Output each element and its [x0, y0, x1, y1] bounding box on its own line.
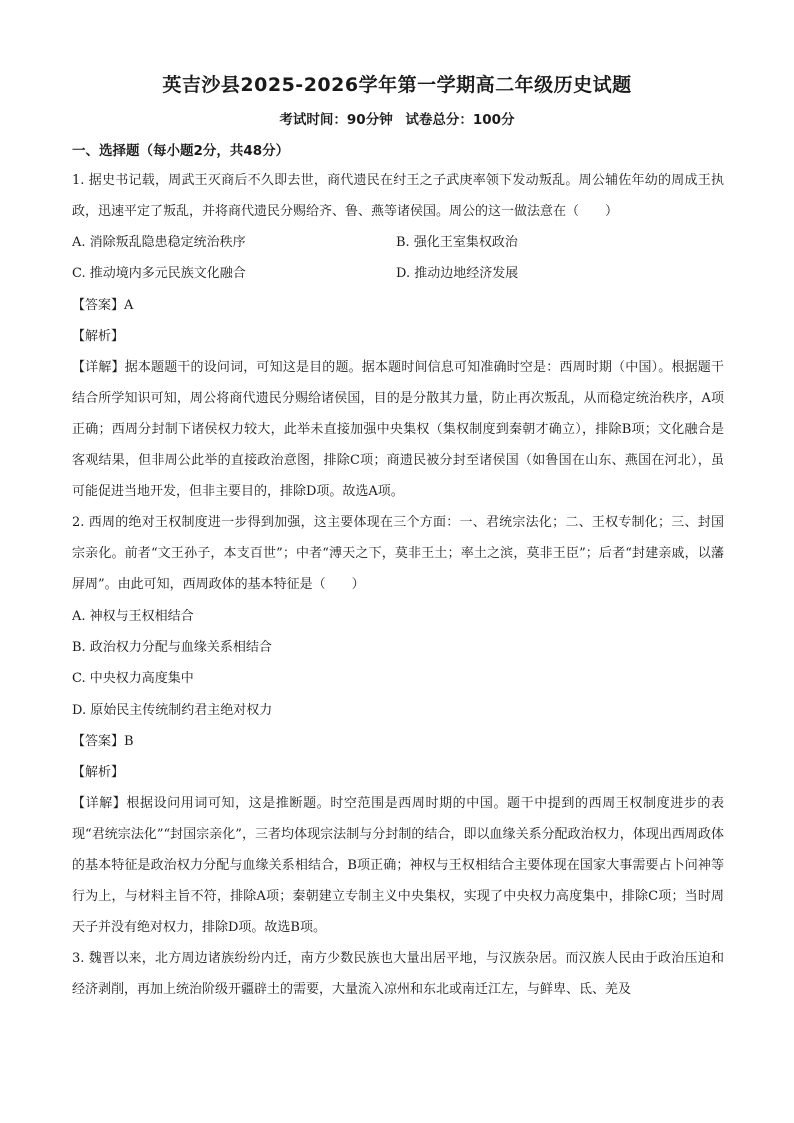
question-2-detail: 【详解】根据设问用词可知，这是推断题。时空范围是西周时期的中国。题干中提到的西周王权制度进步的表现“君统宗法化”“封国宗亲化”，三者均体现宗法制与分封制的结合，即以血缘关系分配政治权力，体现出西周政体的基本特征是政治权力分配与血缘关系相结合，B项正确；神权与王权相结合主要体现在国家大事需要占卜问神等行为上，与材料主旨不符，排除A项；秦朝建立专制主义中央集权，实现了中央权力高度集中，排除C项；当时周天子并没有绝对权力，排除D项。故选B项。	[72, 796, 724, 935]
question-1-option-b: B. 强化王室集权政治	[396, 235, 518, 250]
question-2-option-b: B. 政治权力分配与血缘关系相结合	[72, 640, 272, 655]
exam-title: 英吉沙县2025-2026学年第一学期高二年级历史试题	[162, 74, 632, 96]
question-1-answer: 【答案】A	[72, 298, 134, 313]
question-2-stem: 2. 西周的绝对王权制度进一步得到加强，这主要体现在三个方面：一、君统宗法化；二、王权专制化；三、封国宗亲化。前者“文王孙子，本支百世”；中者“溥天之下，莫非王土；率土之滨，莫非王臣”；后者“封建亲戚，以藩屏周”。由此可知，西周政体的基本特征是（ ）	[72, 515, 724, 592]
question-2-option-a: A. 神权与王权相结合	[72, 609, 194, 624]
question-1-detail: 【详解】据本题题干的设问词，可知这是目的题。据本题时间信息可知准确时空是：西周时期（中国）。根据题干结合所学知识可知，周公将商代遗民分赐给诸侯国，目的是分散其力量，防止再次叛乱，从而稳定统治秩序，A项正确；西周分封制下诸侯权力较大，此举未直接加强中央集权（集权制度到秦朝才确立），排除B项；文化融合是客观结果，但非周公此举的直接政治意图，排除C项；商遗民被分封至诸侯国（如鲁国在山东、燕国在河北），虽可能促进当地开发，但非主要目的，排除D项。故选A项。	[72, 360, 724, 499]
question-1-analysis-label: 【解析】	[72, 329, 125, 344]
question-2-analysis-label: 【解析】	[72, 765, 125, 780]
question-2-answer: 【答案】B	[72, 734, 134, 749]
question-1-stem: 1. 据史书记载，周武王灭商后不久即去世，商代遗民在纣王之子武庚率领下发动叛乱。周公辅佐年幼的周成王执政，迅速平定了叛乱，并将商代遗民分赐给齐、鲁、燕等诸侯国。周公的这一做法意在（ ）	[72, 173, 724, 219]
question-2-option-c: C. 中央权力高度集中	[72, 671, 194, 686]
question-1-option-c: C. 推动境内多元民族文化融合	[72, 266, 246, 281]
question-2-option-d: D. 原始民主传统制约君主绝对权力	[72, 703, 273, 718]
question-1-option-a: A. 消除叛乱隐患稳定统治秩序	[72, 235, 246, 250]
exam-subtitle: 考试时间：90分钟 试卷总分：100分	[279, 112, 515, 128]
question-3-stem: 3. 魏晋以来，北方周边诸族纷纷内迁，南方少数民族也大量出居平地，与汉族杂居。而汉族人民由于政治压迫和经济剥削，再加上统治阶级开疆辟土的需要，大量流入凉州和东北或南迁江左，与鲜卑、氐、羌及	[72, 951, 724, 997]
question-1-option-d: D. 推动边地经济发展	[396, 266, 519, 281]
section-heading: 一、选择题（每小题2分，共48分）	[72, 143, 290, 159]
